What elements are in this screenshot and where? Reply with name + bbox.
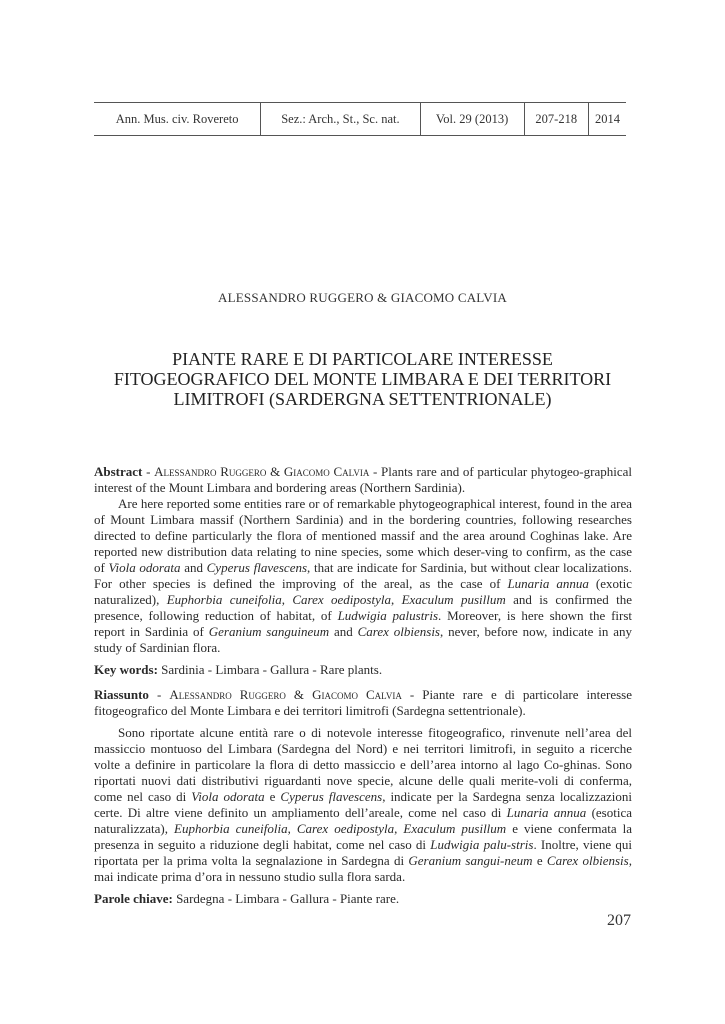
text-run: (exotic naturalized), <box>94 576 633 607</box>
text-run: - <box>142 464 155 479</box>
text-run: Are here reported some entities rare or of remarkable phytogeographical interest, found in the area of Mount Limbara massif (Northern Sardinia) and in the bordering countries, following researches directed to define particularly the flora of mentioned massif and the area around Coghinas lake. Are reported new distribution data relating to nine species, some which deser-ving to confirm, as the case of <box>94 496 632 575</box>
riassunto-intro <box>94 687 632 719</box>
article-authors: ALESSANDRO RUGGERO & GIACOMO CALVIA <box>218 290 507 305</box>
author-names: Alessandro Ruggero & Giacomo Calvia <box>154 464 370 479</box>
text-run: , <box>287 821 297 836</box>
text-run: (esotica naturalizzata), <box>94 805 633 836</box>
text-run: - Piante rare e di particolare interesse fitogeografico del Monte Limbara e dei territori limitrofi (Sardegna settentrionale). <box>94 687 632 718</box>
species-name: Exaculum pusillum <box>401 592 506 607</box>
text-run: and <box>180 560 207 575</box>
species-name: Cyperus flavescens <box>206 560 308 575</box>
text-run: - Plants rare and of particular phytogeo-graphical interest of the Mount Limbara and bordering areas (Northern Sardinia). <box>94 464 632 495</box>
text-run: . Inoltre, viene qui riportata per la prima volta la segnalazione in Sardegna di <box>94 837 633 868</box>
species-name: Lunaria annua <box>506 805 587 820</box>
abstract-intro <box>94 464 632 496</box>
parole-chiave-label: Parole chiave: <box>94 891 173 906</box>
title-line: PIANTE RARE E DI PARTICOLARE INTERESSE <box>172 349 553 369</box>
article-title <box>80 349 645 409</box>
text-run: Sono riportate alcune entità rare o di notevole interesse fitogeografico, rinvenute nell’area del massiccio montuoso del Limbara (Sardegna del Nord) e nei territori limitrofi, in seguito a ricerche volte a definire in particolare la flora di detto massiccio e dell’area intorno al lago Co-ghinas. Sono riportati nuovi dati distributivi riguardanti nove specie, alcune delle quali merite-voli di conferma, come nel caso di <box>94 725 632 804</box>
keywords-text: Sardinia - Limbara - Gallura - Rare plants. <box>157 662 383 677</box>
text-run: , never, before now, indicate in any study of Sardinian flora. <box>94 624 632 655</box>
species-name: Viola odorata <box>191 789 265 804</box>
riassunto-body <box>94 725 632 885</box>
riassunto-keywords <box>94 891 632 907</box>
riassunto-section <box>94 687 632 907</box>
author-names: Alessandro Ruggero & Giacomo Calvia <box>169 687 402 702</box>
species-name: Lunaria annua <box>507 576 589 591</box>
text-run: e viene confermata la presenza in seguito a riduzione degli habitat, come nel caso di <box>94 821 633 852</box>
species-name: Exaculum pusillum <box>403 821 507 836</box>
keywords-label: Key words: <box>94 662 158 677</box>
abstract-section <box>94 464 632 678</box>
parole-chiave-text: Sardegna - Limbara - Gallura - Piante rare. <box>172 891 400 906</box>
text-run: , <box>390 592 402 607</box>
text-run: , <box>394 821 404 836</box>
page-number: 207 <box>607 912 631 929</box>
species-name: Carex olbiensis <box>546 853 629 868</box>
species-name: Ludwigia palu-stris <box>430 837 534 852</box>
text-run: , <box>281 592 293 607</box>
section-label: Abstract <box>94 464 143 479</box>
species-name: Geranium sangui-neum <box>408 853 533 868</box>
species-name: Euphorbia cuneifolia <box>174 821 288 836</box>
text-run: , that are indicate for Sardinia, but without clear localizations. For other species is defined the improving of the areal, as the case of <box>94 560 632 591</box>
journal-volume: Vol. 29 (2013) <box>420 103 524 136</box>
species-name: Cyperus flavescens <box>280 789 383 804</box>
section-label: Riassunto <box>94 687 149 702</box>
text-run: e <box>532 853 547 868</box>
species-name: Euphorbia cuneifolia <box>166 592 282 607</box>
species-name: Carex olbiensis <box>357 624 440 639</box>
text-run: - <box>148 687 170 702</box>
text-run: , mai indicate prima d’ora in nessuno studio sulla flora sarda. <box>94 853 632 884</box>
species-name: Carex oedipostyla <box>292 592 391 607</box>
title-line: FITOGEOGRAFICO DEL MONTE LIMBARA E DEI TERRITORI <box>113 369 612 389</box>
species-name: Viola odorata <box>108 560 181 575</box>
species-name: Carex oedipostyla <box>296 821 395 836</box>
text-run: and <box>329 624 358 639</box>
text-run: . Moreover, is here shown the first report in Sardinia of <box>94 608 633 639</box>
species-name: Geranium sanguineum <box>208 624 330 639</box>
abstract-keywords <box>94 662 632 678</box>
text-run: and is confirmed the presence, following reduction of habitat, of <box>94 592 633 623</box>
journal-pages: 207-218 <box>524 103 588 136</box>
text-run: e <box>264 789 281 804</box>
journal-section: Sez.: Arch., St., Sc. nat. <box>261 103 420 136</box>
text-run: , indicate per la Sardegna senza localizzazioni certe. Di altre viene definito un ampliamento dell’areale, come nel caso di <box>94 789 632 820</box>
abstract-body <box>94 496 632 656</box>
species-name: Ludwigia palustris <box>337 608 439 623</box>
journal-header <box>94 102 626 136</box>
journal-year: 2014 <box>589 103 627 136</box>
journal-name: Ann. Mus. civ. Rovereto <box>94 103 261 136</box>
title-line: LIMITROFI (SARDERGNA SETTENTRIONALE) <box>173 389 552 409</box>
